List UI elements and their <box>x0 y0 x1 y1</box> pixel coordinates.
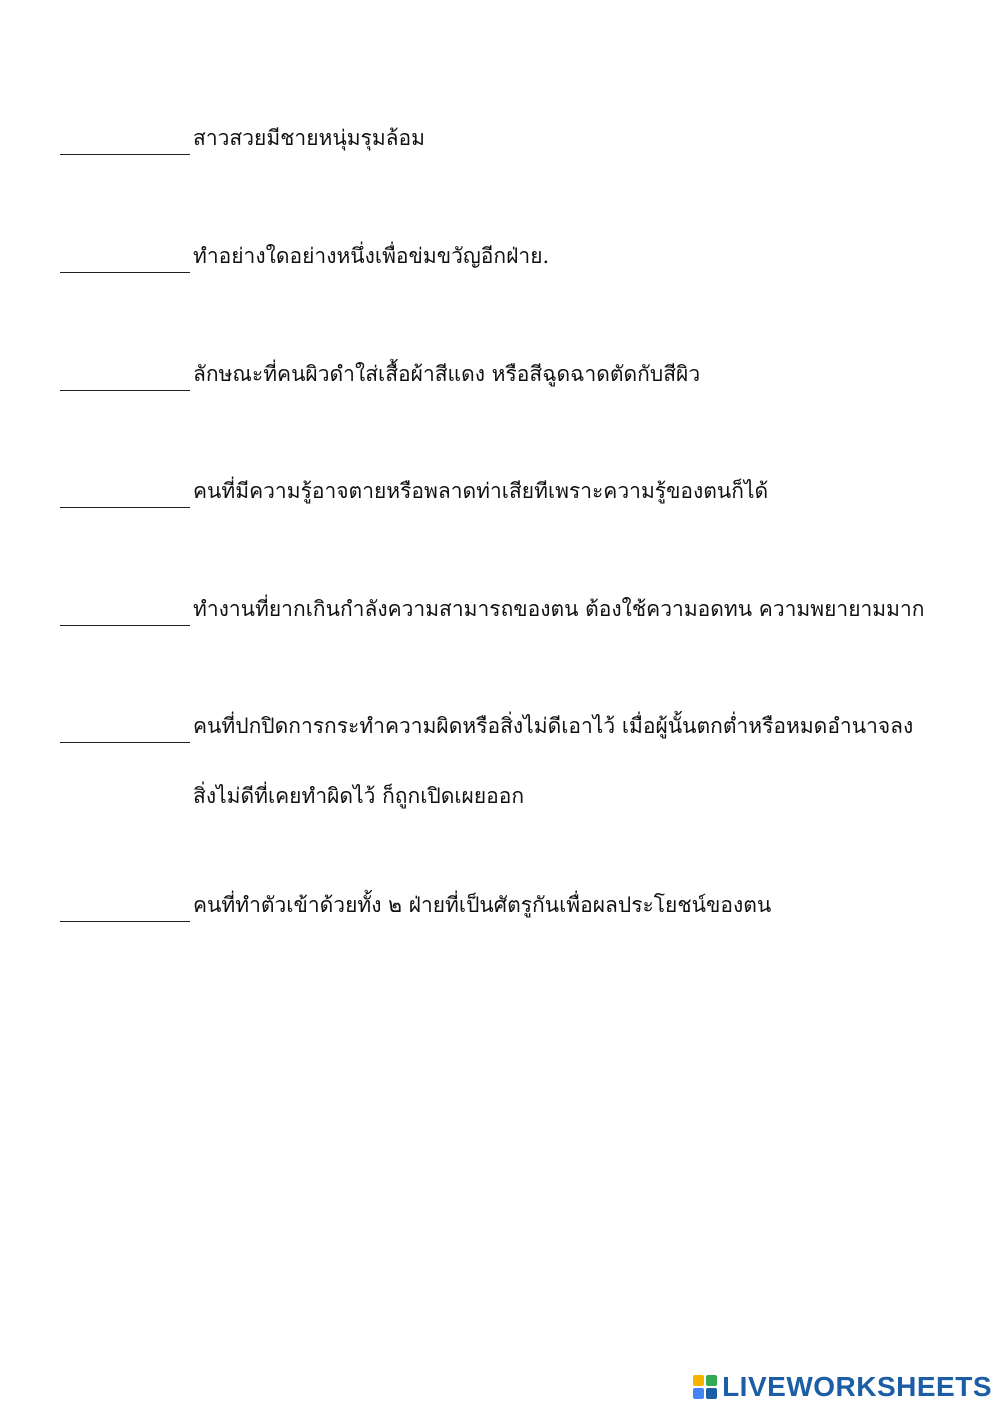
answer-blank-2[interactable] <box>60 239 190 273</box>
question-text-6: คนที่ปกปิดการกระทำความผิดหรือสิ่งไม่ดีเอาไว้ เมื่อผู้นั้นตกต่ำหรือหมดอำนาจลง <box>193 714 914 738</box>
question-text-1: สาวสวยมีชายหนุ่มรุมล้อม <box>193 126 425 150</box>
question-text-2: ทำอย่างใดอย่างหนึ่งเพื่อข่มขวัญอีกฝ่าย. <box>193 244 550 268</box>
question-text-4: คนที่มีความรู้อาจตายหรือพลาดท่าเสียทีเพราะความรู้ของตนก็ได้ <box>193 479 769 503</box>
answer-blank-5[interactable] <box>60 592 190 626</box>
answer-blank-3[interactable] <box>60 357 190 391</box>
question-item-7 <box>60 888 960 922</box>
question-item-2 <box>60 239 960 273</box>
question-item-3 <box>60 357 960 391</box>
answer-blank-1[interactable] <box>60 121 190 155</box>
question-item-5 <box>60 592 960 626</box>
question-item-6 <box>60 709 960 813</box>
question-text-6-continuation: สิ่งไม่ดีที่เคยทำผิดไว้ ก็ถูกเปิดเผยออก <box>193 784 525 808</box>
liveworksheets-logo <box>693 1371 992 1403</box>
liveworksheets-logo-icon <box>693 1375 717 1399</box>
answer-blank-4[interactable] <box>60 474 190 508</box>
question-text-5: ทำงานที่ยากเกินกำลังความสามารถของตน ต้องใช้ความอดทน ความพยายามมาก <box>193 597 925 621</box>
question-item-4 <box>60 474 960 508</box>
logo-text: LIVEWORKSHEETS <box>722 1371 992 1402</box>
question-text-3: ลักษณะที่คนผิวดำใส่เสื้อผ้าสีแดง หรือสีฉูดฉาดตัดกับสีผิว <box>193 362 701 386</box>
answer-blank-6[interactable] <box>60 709 190 743</box>
answer-blank-7[interactable] <box>60 888 190 922</box>
question-item-1 <box>60 121 960 155</box>
question-text-7: คนที่ทำตัวเข้าด้วยทั้ง ๒ ฝ่ายที่เป็นศัตรูกันเพื่อผลประโยชน์ของตน <box>193 893 772 917</box>
